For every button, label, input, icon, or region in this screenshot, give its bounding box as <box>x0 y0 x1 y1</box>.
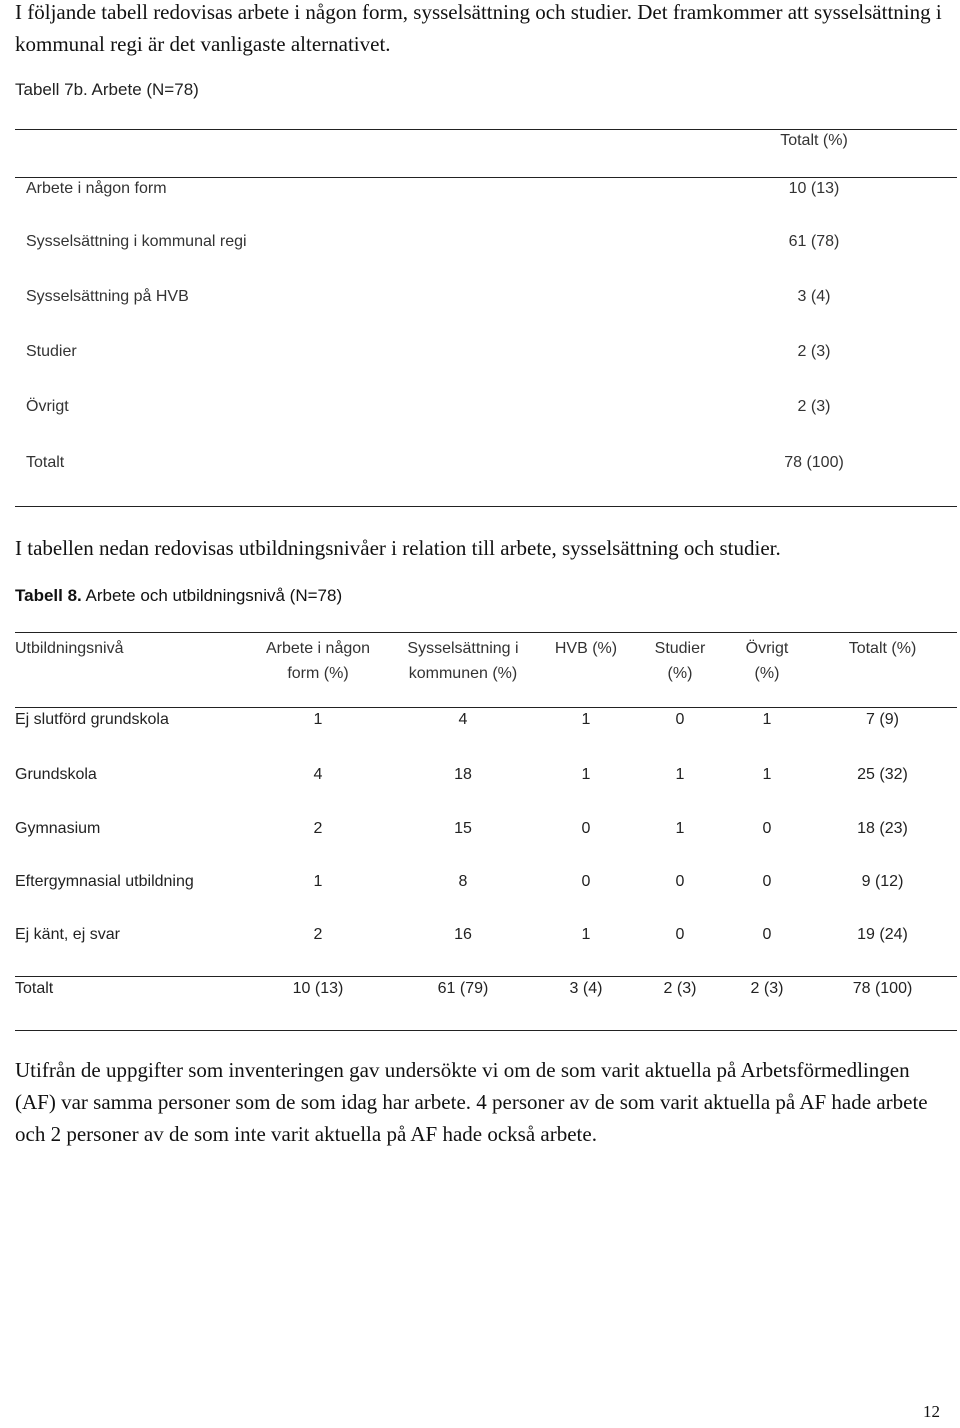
row-label: Övrigt <box>26 398 69 415</box>
table7-header-rule <box>15 177 957 178</box>
cell: 18 (23) <box>857 820 908 837</box>
cell-education: Eftergymnasial utbildning <box>15 873 194 890</box>
cell: 0 <box>762 820 772 837</box>
table8-header-rule <box>15 707 957 708</box>
cell: 1 <box>581 711 591 728</box>
table7-column-header: Totalt (%) <box>780 132 848 149</box>
cell-education: Ej slutförd grundskola <box>15 711 169 728</box>
header-line: Studier <box>654 640 706 657</box>
cell: 61 (79) <box>437 980 489 997</box>
row-value: 3 (4) <box>797 288 831 305</box>
header-line: Arbete i någon <box>265 640 371 657</box>
row-label: Sysselsättning i kommunal regi <box>26 233 247 250</box>
header-studies <box>640 636 720 686</box>
row-label: Sysselsättning på HVB <box>26 288 189 305</box>
cell: 0 <box>675 926 685 943</box>
header-education <box>15 636 124 661</box>
cell: 2 (3) <box>663 980 697 997</box>
cell: 1 <box>313 711 323 728</box>
cell-education: Totalt <box>15 980 54 997</box>
cell-education: Grundskola <box>15 766 97 783</box>
row-label: Arbete i någon form <box>26 180 167 197</box>
table7-top-rule <box>15 129 957 130</box>
cell: 1 <box>313 873 323 890</box>
cell: 0 <box>762 873 772 890</box>
cell-education: Ej känt, ej svar <box>15 926 120 943</box>
row-value: 2 (3) <box>797 398 831 415</box>
page-number: 12 <box>923 1402 940 1421</box>
header-other <box>727 636 807 686</box>
header-line: Sysselsättning i <box>407 640 519 657</box>
cell: 2 <box>313 820 323 837</box>
header-line: Totalt (%) <box>848 640 917 657</box>
cell: 2 <box>313 926 323 943</box>
closing-paragraph: Utifrån de uppgifter som inventeringen gav undersökte vi om de som varit aktuella på Arbetsförmedlingen (AF) var samma personer som de som idag har arbete. 4 personer av de som varit aktuella på AF hade arbete och 2 personer av de som inte varit aktuella på AF hade också arbete. <box>15 1058 928 1146</box>
cell: 8 <box>458 873 468 890</box>
table7-bottom-rule <box>15 506 957 507</box>
row-label: Totalt <box>26 454 65 471</box>
header-line: (%) <box>667 665 693 682</box>
header-total <box>825 636 940 661</box>
cell: 78 (100) <box>852 980 913 997</box>
header-hvb <box>545 636 627 661</box>
cell: 15 <box>454 820 472 837</box>
table8-total-rule <box>15 976 957 977</box>
row-label: Studier <box>26 343 77 360</box>
cell: 1 <box>675 766 685 783</box>
row-value: 78 (100) <box>784 454 844 471</box>
cell: 9 (12) <box>861 873 904 890</box>
cell: 0 <box>675 873 685 890</box>
cell: 0 <box>581 873 591 890</box>
cell: 18 <box>454 766 472 783</box>
header-line: (%) <box>754 665 780 682</box>
cell-education: Gymnasium <box>15 820 101 837</box>
row-value: 2 (3) <box>797 343 831 360</box>
table7-caption: Tabell 7b. Arbete (N=78) <box>15 80 199 99</box>
cell: 16 <box>454 926 472 943</box>
cell: 4 <box>458 711 468 728</box>
header-line: Övrigt <box>745 640 789 657</box>
header-line: HVB (%) <box>554 640 618 657</box>
cell: 25 (32) <box>857 766 908 783</box>
table8-caption-number: Tabell 8. <box>15 586 82 605</box>
intro-paragraph: I följande tabell redovisas arbete i någon form, sysselsättning och studier. Det framkommer att sysselsättning i kommunal regi är det vanligaste alternativet. <box>15 0 942 56</box>
cell: 1 <box>581 926 591 943</box>
row-value: 10 (13) <box>788 180 840 197</box>
header-line: kommunen (%) <box>408 665 518 682</box>
header-work <box>253 636 383 686</box>
cell: 1 <box>581 766 591 783</box>
header-line: Utbildningsnivå <box>15 640 124 657</box>
row-value: 61 (78) <box>788 233 840 250</box>
cell: 0 <box>675 711 685 728</box>
cell: 7 (9) <box>866 711 899 728</box>
table8-bottom-rule <box>15 1030 957 1031</box>
cell: 0 <box>762 926 772 943</box>
table8-top-rule <box>15 632 957 633</box>
cell: 10 (13) <box>292 980 344 997</box>
middle-paragraph: I tabellen nedan redovisas utbildningsnivåer i relation till arbete, sysselsättning och studier. <box>15 536 781 560</box>
header-municipal <box>400 636 526 686</box>
header-line: form (%) <box>287 665 349 682</box>
table8-caption-text: Arbete och utbildningsnivå (N=78) <box>81 586 343 605</box>
table8-caption <box>15 586 342 606</box>
cell: 19 (24) <box>857 926 908 943</box>
cell: 4 <box>313 766 323 783</box>
cell: 0 <box>581 820 591 837</box>
cell: 1 <box>762 711 772 728</box>
cell: 3 (4) <box>569 980 603 997</box>
cell: 1 <box>762 766 772 783</box>
cell: 1 <box>675 820 685 837</box>
cell: 2 (3) <box>750 980 784 997</box>
